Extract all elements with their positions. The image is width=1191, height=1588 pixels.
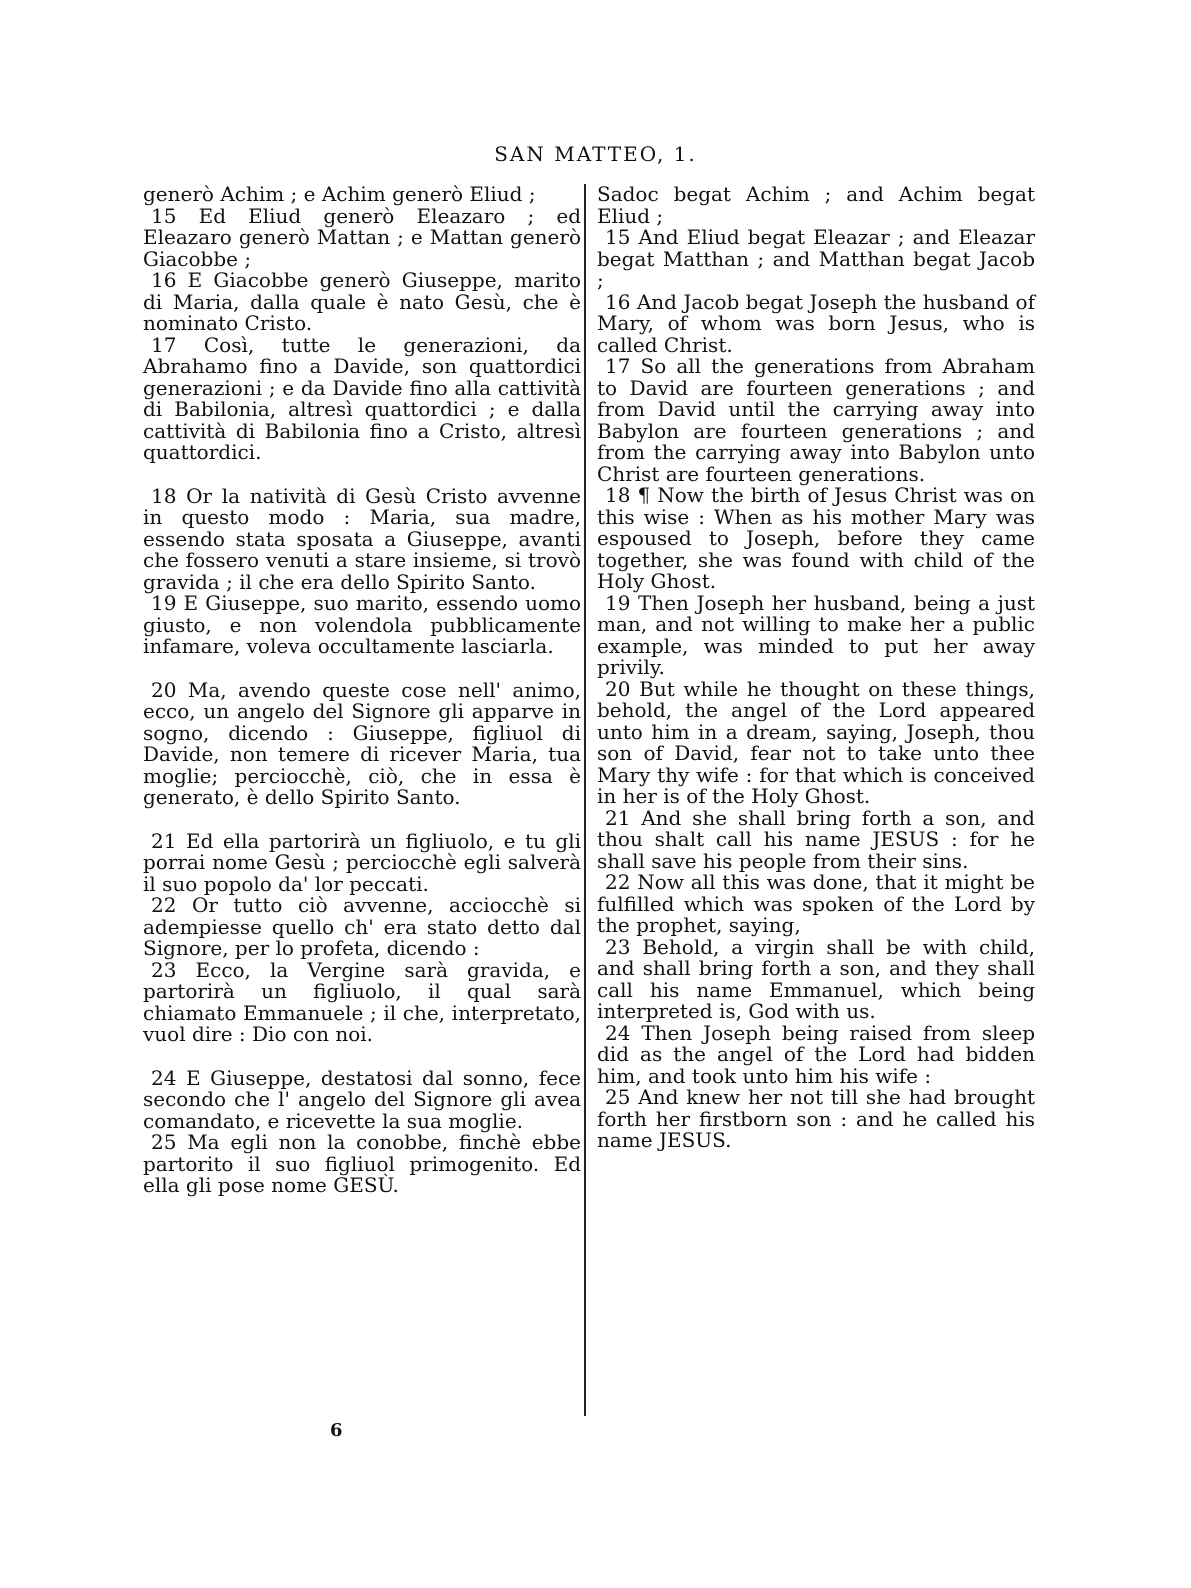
verse-number: 19 bbox=[605, 590, 631, 615]
verse-number: 15 bbox=[151, 203, 177, 228]
english-verse bbox=[597, 934, 1035, 1023]
verse-text: Then Joseph her husband, being a just man, and not willing to make her a public example, was minded to put her away privily. bbox=[597, 590, 1035, 679]
english-verse bbox=[597, 590, 1035, 679]
verse-text: E Giuseppe, destatosi dal sonno, fece secondo che l' angelo del Signore gli avea comandato, e ricevette la sua moglie. bbox=[143, 1065, 581, 1133]
verse-number: 20 bbox=[605, 676, 631, 701]
verse-number: 16 bbox=[605, 289, 631, 314]
verse-text: generò Achim ; e Achim generò Eliud ; bbox=[143, 182, 536, 206]
english-verse bbox=[597, 485, 1035, 593]
italian-column bbox=[143, 184, 581, 1197]
verse-number: 21 bbox=[151, 828, 177, 853]
verse-number: 18 bbox=[605, 483, 631, 507]
verse-text: But while he thought on these things, behold, the angel of the Lord appeared unto him in a dream, saying, Joseph, thou son of David, fear not to take unto thee Mary thy wife : for that which is conceived in her is of the Holy Ghost. bbox=[597, 676, 1036, 808]
verse-number: 17 bbox=[151, 332, 177, 357]
verse-text: E Giacobbe generò Giuseppe, marito di Maria, dalla quale è nato Gesù, che è nominato Cristo. bbox=[143, 268, 581, 335]
english-verse bbox=[597, 872, 1035, 937]
verse-text: E Giuseppe, suo marito, essendo uomo giusto, e non volendola pubblicamente infamare, voleva occultamente lasciarla. bbox=[143, 591, 582, 658]
english-verse bbox=[597, 184, 1035, 227]
verse-number: 24 bbox=[151, 1065, 177, 1090]
english-column bbox=[597, 184, 1035, 1152]
verse-text: And Eliud begat Eleazar ; and Eleazar begat Matthan ; and Matthan begat Jacob ; bbox=[597, 225, 1036, 292]
italian-verse bbox=[143, 1065, 581, 1133]
italian-verse bbox=[143, 828, 582, 896]
verse-number: 22 bbox=[151, 893, 177, 917]
verse-number: 25 bbox=[605, 1085, 631, 1109]
verse-text: And knew her not till she had brought forth her firstborn son : and he called his name JESUS. bbox=[597, 1085, 1036, 1152]
verse-text: Or la natività di Gesù Cristo avvenne in questo modo : Maria, sua madre, essendo stata sposata a Giuseppe, avanti che fossero venuti a stare insieme, si trovò gravida ; il che era dello Spirito Santo. bbox=[143, 483, 582, 594]
italian-verse bbox=[143, 332, 581, 464]
page-header: SAN MATTEO, 1. bbox=[494, 142, 697, 166]
verse-text: Sadoc begat Achim ; and Achim begat Eliud ; bbox=[597, 182, 1035, 228]
english-verse bbox=[597, 805, 1035, 873]
english-verse bbox=[597, 289, 1036, 357]
verse-gap bbox=[143, 464, 581, 486]
page-number: 6 bbox=[330, 1420, 343, 1441]
verse-number: 25 bbox=[151, 1130, 177, 1154]
english-verse bbox=[597, 227, 1035, 292]
verse-number: 23 bbox=[151, 957, 177, 982]
verse-number: 15 bbox=[605, 225, 631, 249]
italian-verse bbox=[143, 203, 581, 271]
verse-gap bbox=[143, 658, 581, 680]
italian-verse bbox=[143, 184, 581, 206]
verse-number: 17 bbox=[605, 354, 631, 378]
verse-text: Così, tutte le generazioni, da Abrahamo fino a Davide, son quattordici generazioni ; e da Davide fino alla cattività di Babilonia, altresì quattordici ; e dalla cattività di Babilonia fino a Cristo, altresì quattordici. bbox=[143, 332, 581, 464]
verse-text: Ma, avendo queste cose nell' animo, ecco, un angelo del Signore gli apparve in sogno, dicendo : Giuseppe, figliuol di Davide, non temere di ricever Maria, tua moglie; perciocchè, ciò, che in essa è generato, è dello Spirito Santo. bbox=[143, 677, 581, 809]
verse-number: 18 bbox=[151, 483, 177, 508]
verse-text: Ed ella partorirà un figliuolo, e tu gli porrai nome Gesù ; perciocchè egli salverà il suo popolo da' lor peccati. bbox=[143, 828, 582, 896]
italian-verse bbox=[143, 957, 581, 1046]
italian-verse bbox=[143, 483, 582, 594]
italian-verse bbox=[143, 270, 581, 335]
verse-text: Ecco, la Vergine sarà gravida, e partorirà un figliuolo, il qual sarà chiamato Emmanuele ; il che, interpretato, vuol dire : Dio con noi. bbox=[143, 957, 581, 1046]
english-verse bbox=[597, 1087, 1035, 1152]
english-verse bbox=[597, 356, 1035, 485]
verse-number: 21 bbox=[605, 805, 631, 830]
verse-gap bbox=[143, 809, 581, 831]
column-divider bbox=[584, 184, 586, 1416]
verse-text: So all the generations from Abraham to David are fourteen generations ; and from David until the carrying away into Babylon are fourteen generations ; and from the carrying away into Babylon unto Christ are fourteen generations. bbox=[597, 354, 1036, 486]
english-verse bbox=[597, 1020, 1036, 1088]
verse-number: 23 bbox=[605, 934, 631, 959]
verse-number: 19 bbox=[151, 591, 177, 615]
italian-verse bbox=[143, 677, 581, 809]
italian-verse bbox=[143, 1132, 581, 1197]
verse-text: ¶ Now the birth of Jesus Christ was on this wise : When as his mother Mary was espoused to Joseph, before they came together, she was found with child of the Holy Ghost. bbox=[597, 483, 1035, 593]
verse-text: Ma egli non la conobbe, finchè ebbe partorito il suo figliuol primogenito. Ed ella gli pose nome GESÙ. bbox=[143, 1130, 582, 1197]
italian-verse bbox=[143, 593, 581, 658]
italian-verse bbox=[143, 895, 581, 960]
verse-number: 24 bbox=[605, 1020, 631, 1045]
verse-gap bbox=[143, 1046, 581, 1068]
verse-text: Now all this was done, that it might be fulfilled which was spoken of the Lord by the prophet, saying, bbox=[597, 870, 1036, 937]
verse-text: And Jacob begat Joseph the husband of Mary, of whom was born Jesus, who is called Christ. bbox=[597, 289, 1036, 357]
english-verse bbox=[597, 676, 1036, 808]
verse-text: Ed Eliud generò Eleazaro ; ed Eleazaro generò Mattan ; e Mattan generò Giacobbe ; bbox=[143, 203, 581, 271]
verse-number: 20 bbox=[151, 677, 177, 702]
verse-number: 16 bbox=[151, 268, 177, 292]
verse-number: 22 bbox=[605, 870, 631, 894]
verse-text: Behold, a virgin shall be with child, and shall bring forth a son, and they shall call his name Emmanuel, which being interpreted is, God with us. bbox=[597, 934, 1035, 1023]
verse-text: Or tutto ciò avvenne, acciocchè si adempiesse quello ch' era stato detto dal Signore, per lo profeta, dicendo : bbox=[143, 893, 581, 960]
verse-text: And she shall bring forth a son, and thou shalt call his name JESUS : for he shall save his people from their sins. bbox=[597, 805, 1035, 873]
verse-text: Then Joseph being raised from sleep did as the angel of the Lord had bidden him, and took unto him his wife : bbox=[597, 1020, 1036, 1088]
